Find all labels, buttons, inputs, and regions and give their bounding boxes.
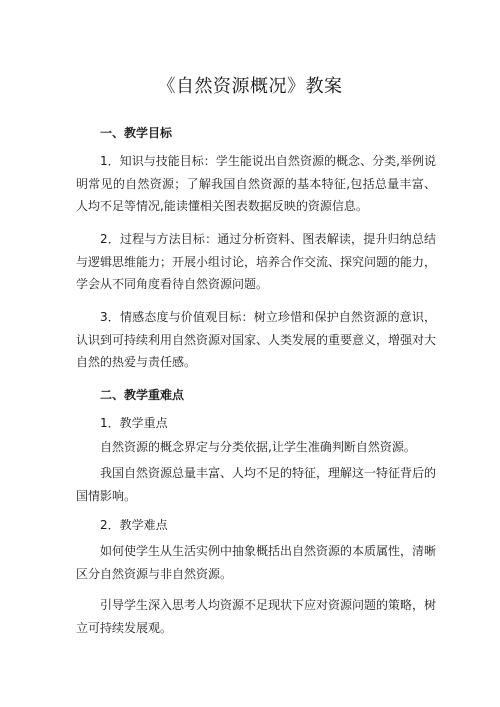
difficult-point-paragraph-1: 如何使学生从生活实例中抽象概括出自然资源的本质属性，清晰区分自然资源与非自然资源。 [76,544,437,581]
objective-paragraph-knowledge: 1．知识与技能目标：学生能说出自然资源的概念、分类,举例说明常见的自然资源；了解我国自然资源的基本特征,包括总量丰富、人均不足等情况,能读懂相关图表数据反映的资源信息。 [76,154,436,213]
document-title: 《自然资源概况》教案 [157,76,343,97]
objective-paragraph-attitude: 3．情感态度与价值观目标：树立珍惜和保护自然资源的意识，认识到可持续利用自然资源对国家、人类发展的重要意义，增强对大自然的热爱与责任感。 [76,310,437,369]
section-heading-key-difficult: 二、教学重难点 [100,388,185,402]
key-point-paragraph-1: 自然资源的概念界定与分类依据,让学生准确判断自然资源。 [100,440,416,454]
subheading-difficult-points: 2．教学难点 [100,518,168,532]
objective-paragraph-process: 2．过程与方法目标：通过分析资料、图表解读，提升归纳总结与逻辑思维能力；开展小组讨论，培养合作交流、探究问题的能力，学会从不同角度看待自然资源问题。 [76,232,437,291]
section-heading-objectives: 一、教学目标 [100,126,173,140]
key-point-paragraph-2: 我国自然资源总量丰富、人均不足的特征，理解这一特征背后的国情影响。 [76,466,437,503]
subheading-key-points: 1．教学重点 [100,416,168,430]
difficult-point-paragraph-2: 引导学生深入思考人均资源不足现状下应对资源问题的策略，树立可持续发展观。 [76,598,437,635]
